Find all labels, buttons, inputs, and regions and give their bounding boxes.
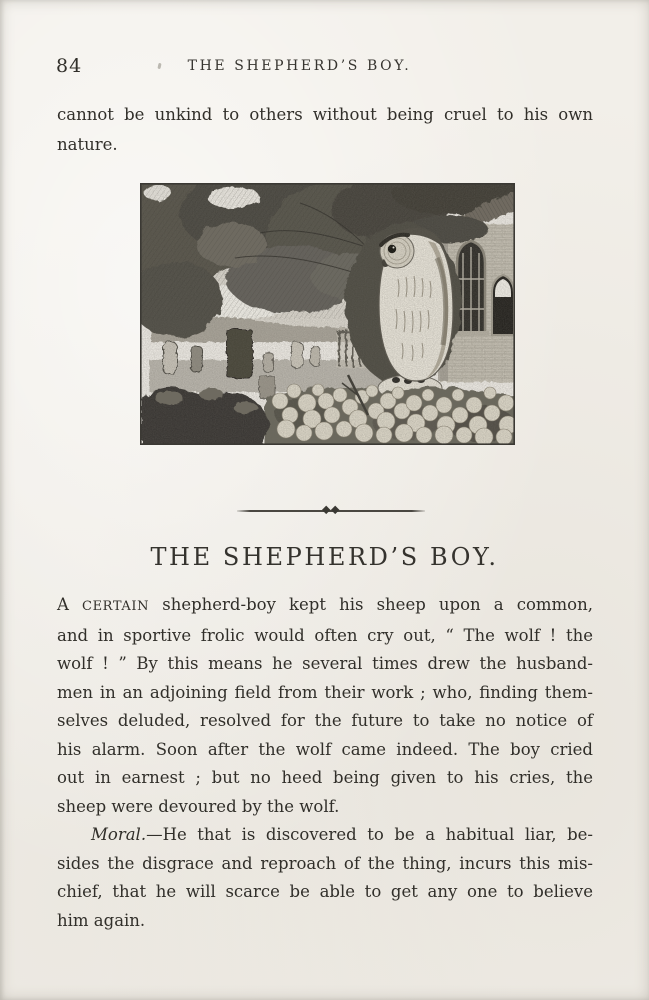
section-divider (237, 506, 425, 516)
text-line: men in an adjoining field from their work ; who, finding them- (57, 682, 593, 702)
text-line: out in earnest ; but no heed being given to his cries, the (57, 768, 593, 787)
owl-engraving-illustration (140, 183, 515, 445)
diamond-ornament (331, 506, 340, 515)
story-text (57, 591, 593, 935)
text-line: selves deluded, resolved for the future to take no notice of (57, 711, 593, 730)
diamond-ornament (322, 506, 331, 515)
text-line: sides the disgrace and reproach of the thing, incurs this mis- (57, 853, 593, 873)
lead-smallcaps: CERTAIN (82, 599, 150, 614)
moral-label: Moral. (91, 825, 147, 844)
text-line: nature. (57, 135, 118, 154)
chapter-title: THE SHEPHERD’S BOY. (150, 543, 499, 571)
moral-line (57, 821, 593, 850)
page-number: 84 (56, 55, 83, 77)
moral-rest: —He that is discovered to be a habitual liar, be- (146, 825, 593, 844)
owl-engraving-svg (140, 183, 515, 445)
text-line (57, 591, 593, 622)
text-line: his alarm. Soon after the wolf came indeed. The boy cried (57, 739, 593, 759)
line-rest: shepherd-boy kept his sheep upon a common, (149, 595, 593, 614)
running-header: THE SHEPHERD’S BOY. (187, 58, 412, 74)
intro-paragraph (57, 100, 593, 160)
text-line: sheep were devoured by the wolf. (57, 796, 340, 816)
text-line: chief, that he will scarce be able to get any one to believe (57, 882, 593, 901)
text-line: and in sportive frolic would often cry out, “ The wolf ! the (57, 625, 593, 645)
text-line: cannot be unkind to others without being cruel to his own (57, 105, 593, 124)
text-line: wolf ! ” By this means he several times drew the husband- (57, 654, 593, 673)
text-line: him again. (57, 910, 146, 930)
lead-word: A (57, 595, 83, 614)
